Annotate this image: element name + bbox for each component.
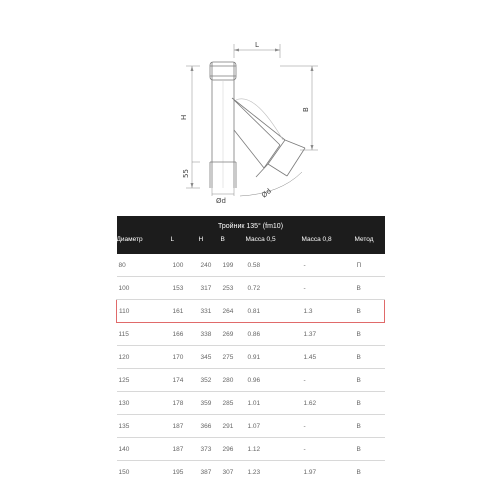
table-cell: 150 [118,468,130,476]
table-cell: 135 [117,415,171,438]
tee-technical-drawing [0,0,500,210]
table-title-row [117,216,385,236]
dim-label-h: H [180,114,188,120]
table-cell: 153 [171,277,199,300]
table-row [117,346,385,369]
table-row [117,461,385,484]
table-cell: В [355,392,385,415]
table-cell: 338 [199,323,221,346]
table-cell: 0.81 [246,300,302,323]
dim-label-l: L [255,41,259,49]
table-cell: - [302,438,355,461]
table-row [117,254,385,277]
table-cell: 0.91 [246,346,302,369]
table-cell: - [302,369,355,392]
table-row [117,323,385,346]
table-row [117,438,385,461]
table-cell: 291 [221,415,246,438]
table-cell: 317 [199,277,221,300]
column-header: H [199,236,221,254]
column-header: L [171,236,199,254]
table-cell: В [355,277,385,300]
table-cell: В [355,346,385,369]
table-cell: 0.72 [246,277,302,300]
table-cell: 1.07 [246,415,302,438]
table-cell: 140 [117,438,171,461]
table-cell: 166 [171,323,199,346]
table-cell: 80 [117,254,171,277]
table-cell: 269 [221,323,246,346]
table-cell: 100 [171,254,199,277]
table-row [117,277,385,300]
table-cell: 366 [199,415,221,438]
table-cell: В [355,415,385,438]
table-cell: 280 [221,369,246,392]
table-body [117,254,385,483]
table-row [117,415,385,438]
table-title: Тройник 135° (fm10) [117,216,385,236]
table-cell: 352 [199,369,221,392]
table-cell: 120 [117,346,171,369]
table-cell: 1.12 [246,438,302,461]
table-cell: 170 [171,346,199,369]
table-row [117,392,385,415]
dim-label-d-branch: Ød [260,187,273,200]
table-cell: 178 [171,392,199,415]
table-cell: 296 [221,438,246,461]
table-cell: 115 [117,323,171,346]
table-cell: 187 [171,415,199,438]
table-cell: 359 [199,392,221,415]
table-cell: 130 [117,392,171,415]
table-cell: В [355,300,385,323]
table-header-row [117,236,385,254]
table-cell: 110 [117,300,171,323]
table-cell: 331 [199,300,221,323]
table-cell: 0.58 [246,254,302,277]
table-cell: 264 [221,300,246,323]
table-cell: 1.01 [246,392,302,415]
dim-label-d: Ød [216,197,226,205]
dim-label-b: B [302,107,310,112]
table-cell: 1.97 [303,468,317,476]
column-header: Масса 0,5 [246,236,302,254]
table-cell: 307 [222,468,234,476]
column-header: Диаметр [117,236,171,254]
table-cell: 161 [171,300,199,323]
column-header: B [221,236,246,254]
table-cell: - [302,277,355,300]
table-cell: 1.23 [247,468,261,476]
table-cell: В [355,369,385,392]
table-cell: 195 [172,468,184,476]
table-cell: 345 [199,346,221,369]
table-cell: В [355,323,385,346]
table-cell: 1.62 [302,392,355,415]
table-cell: 1.3 [302,300,355,323]
table-cell: 0.86 [246,323,302,346]
table-cell: П [355,254,385,277]
column-header: Метод [355,236,385,254]
dim-label-55: 55 [182,169,190,178]
table-cell: - [302,415,355,438]
table-cell: 187 [171,438,199,461]
table-cell: 275 [221,346,246,369]
table-cell: 387 [200,468,212,476]
table-cell: 240 [199,254,221,277]
table-cell: В [356,468,361,476]
table-cell: 125 [117,369,171,392]
table-cell: - [302,254,355,277]
table-cell: 174 [171,369,199,392]
table-cell: В [355,438,385,461]
table-cell: 1.37 [302,323,355,346]
table-cell: 373 [199,438,221,461]
table-cell: 100 [117,277,171,300]
table-cell: 1.45 [302,346,355,369]
table-cell: 253 [221,277,246,300]
table-cell: 0.96 [246,369,302,392]
table-cell: 199 [221,254,246,277]
table-cell: 285 [221,392,246,415]
column-header: Масса 0,8 [302,236,355,254]
table-row [117,369,385,392]
spec-table [116,216,385,483]
table-row [117,300,385,323]
